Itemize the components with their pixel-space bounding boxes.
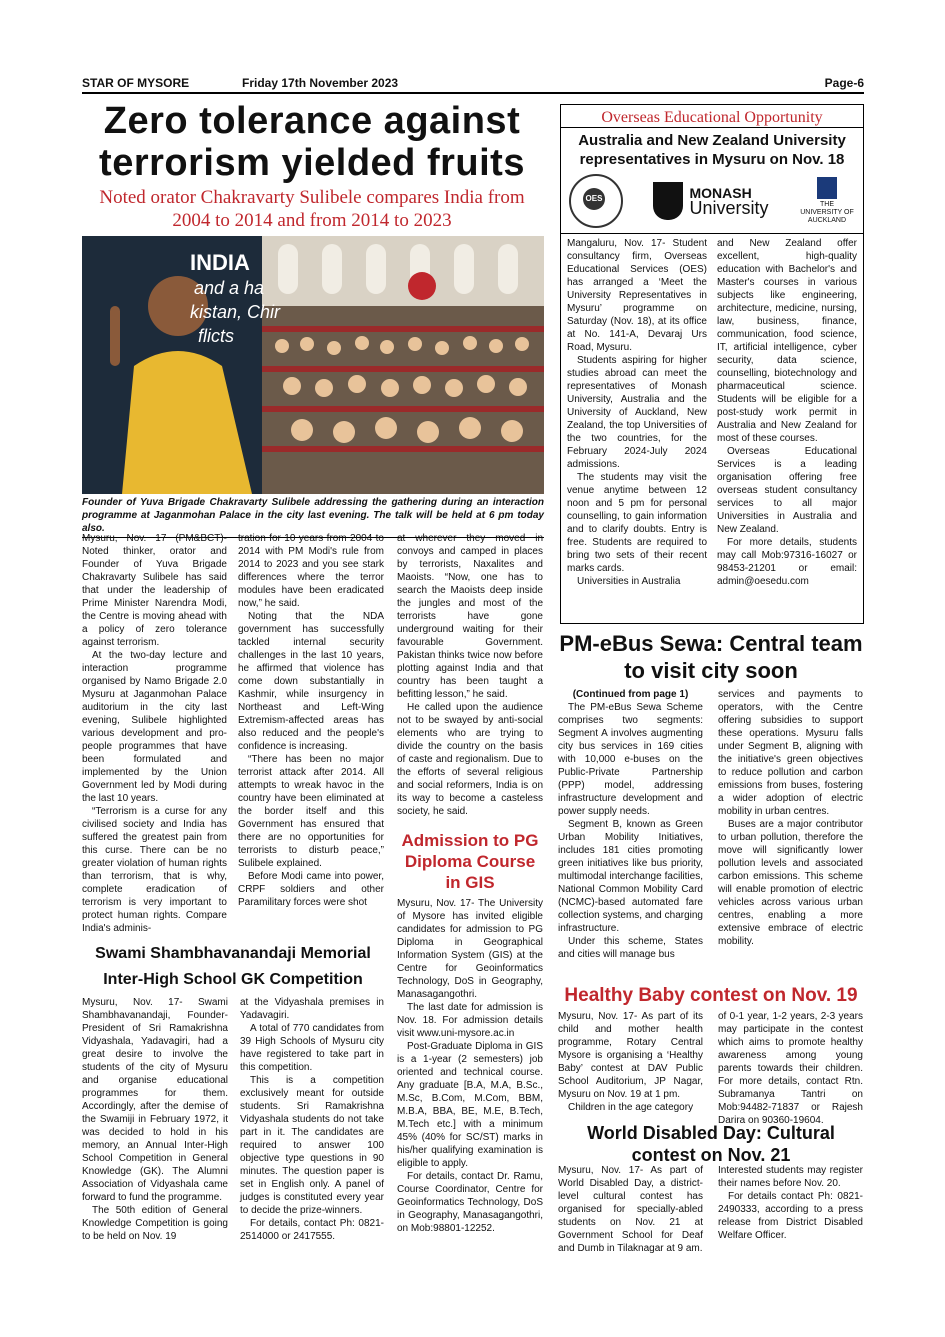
monash-logo-line-1: MONASH bbox=[689, 185, 752, 201]
monash-logo-line-2: University bbox=[689, 198, 769, 218]
lead-paragraph: Mysuru, Nov. 17 (PM&BCT)- Noted thinker, orator and Founder of Yuva Brigade Chakravarty Sulibele has said that under the leadership of Prime Minister Narendra Modi, the Centre is moving ahead with a policy of zero tolerance against terrorism. bbox=[82, 533, 227, 648]
page-number: Page-6 bbox=[824, 76, 864, 90]
gk-paragraph: This is a competition exclusively meant for outside students. Sri Ramakrishna Vidyashala students do not take part in it. The candidates are required to answer 100 objective type questions in 90 minutes. The question paper is set in English only. A panel of judges is constituted every year to decide the prize-winners. bbox=[240, 1075, 384, 1216]
gk-column-2 bbox=[240, 996, 384, 1243]
disabled-paragraph: For details contact Ph: 0821-2490333, according to a press release from District Disabled Welfare Officer. bbox=[718, 1191, 863, 1241]
monash-logo bbox=[653, 182, 768, 220]
disabled-paragraph: Interested students may register their names before Nov. 20. bbox=[718, 1165, 863, 1189]
disabled-column-1 bbox=[558, 1164, 703, 1255]
disabled-paragraph: Mysuru, Nov. 17- As part of World Disabled Day, a district-level cultural contest has organised for specially-abled students on Nov. 21 at Government School for Deaf and Dumb in Tilaknagar at 9 am. bbox=[558, 1165, 703, 1254]
lead-caption: Founder of Yuva Brigade Chakravarty Sulibele addressing the gathering during an interaction programme at Jaganmohan Palace in the city last evening. The talk will be held at 6 pm today also. bbox=[82, 496, 544, 538]
lead-paragraph: Noting that the NDA government has successfully tackled internal security challenges in the last 10 years, he affirmed that violence has come down substantially in Kashmir, while insurgency in Northeast and Left-Wing Extremism-affected areas has also reduced and the people's confidence is increasing. bbox=[238, 611, 384, 752]
ad-divider bbox=[561, 233, 863, 234]
issue-date: Friday 17th November 2023 bbox=[242, 76, 399, 90]
pgd-paragraph: The last date for admission is Nov. 18. For admission details visit www.uni-mysore.ac.in bbox=[397, 1002, 543, 1039]
pgd-body bbox=[397, 897, 543, 1235]
ad-title: Australia and New Zealand University representatives in Mysuru on Nov. 18 bbox=[578, 132, 846, 168]
ebus-paragraph: Under this scheme, States and cities will manage bus bbox=[558, 936, 703, 960]
ad-paragraph: For more details, students may call Mob:97316-16027 or 98453-21201 or email: admin@oesedu.com bbox=[717, 537, 857, 587]
lead-paragraph: At the two-day lecture and interaction programme organised by Namo Brigade 2.0 Mysuru at Jaganmohan Palace auditorium in the city last evening, Sulibele highlighted various development and pro-people programmes that have been formulated and implemented by the Union Government led by Modi during the last 10 years. bbox=[82, 650, 227, 804]
auckland-logo bbox=[799, 177, 855, 225]
baby-paragraph: Children in the age category bbox=[568, 1102, 694, 1113]
ad-logos bbox=[561, 169, 863, 233]
pgd-paragraph: Post-Graduate Diploma in GIS is a 1-year (2 semesters) job oriented and technical course. Any graduate [B.A, M.A, B.Sc., M.Sc, B.Com, M.Com, BBM, M.B.A, BBA, BE, M.E, B.Tech, M.Tech etc.] with a minimum 45% (40% for SC/ST) marks in his/her qualifying examination is eligible to apply. bbox=[397, 1041, 543, 1169]
oes-logo-text: OES bbox=[583, 188, 605, 210]
ad-column-1 bbox=[567, 237, 707, 588]
ebus-continued: (Continued from page 1) bbox=[572, 689, 689, 700]
monash-crest-icon bbox=[653, 182, 683, 220]
lead-paragraph: at wherever they moved in convoys and camped in places by terrorists, Naxalites and Maoists. “Now, one has to search the Maoists deep inside the jungles and most of the terrorists have gone underground waiting for their favourable Government. Pakistan thinks twice now before plotting against India and that country has been taught a befitting lesson,” he said. bbox=[397, 533, 543, 700]
ad-paragraph: and New Zealand offer excellent, high-quality education with Bachelor's and Master's courses in various subjects like engineering, architecture, medicine, nursing, law, business, finance, communication, food science, IT, artificial intelligence, cyber security, data science, counselling, biotechnology and pharmaceutical science. Students will be eligible for a post-study work permit in Australia and New Zealand for most of these courses. bbox=[717, 238, 857, 444]
svg-text:flicts: flicts bbox=[198, 326, 234, 346]
lead-paragraph: “There has been no major terrorist attack after 2014. All attempts to wreak havoc in the country have been eliminated at the border itself and this Government has ensured that there are no opportunities for terrorists to disturb peace,” Sulibele explained. bbox=[238, 754, 384, 869]
ebus-column-2 bbox=[718, 688, 863, 948]
ad-paragraph: Overseas Educational Services is a leading organisation offering free overseas student consultancy services to all major Universities in Australia and New Zealand. bbox=[717, 446, 857, 535]
lead-column-2 bbox=[238, 532, 384, 909]
pgd-paragraph: Mysuru, Nov. 17- The University of Mysore has invited eligible candidates for admission to PG Diploma in Geographical Information System (GIS) at the Centre for Geoinformatics Technology, DoS in Geography, Manasagangothri. bbox=[397, 898, 543, 1000]
svg-text:kistan, Chir: kistan, Chir bbox=[190, 302, 281, 322]
auckland-logo-text: THE UNIVERSITY OF AUCKLAND bbox=[800, 201, 854, 224]
ad-paragraph: Students aspiring for higher studies abroad can meet the representatives of Monash University, Australia and the University of Auckland, New Zealand, the top Universities of the two countries, for the February 2024-July 2024 admissions. bbox=[567, 355, 707, 470]
ad-paragraph: Mangaluru, Nov. 17- Student consultancy firm, Overseas Educational Services (OES) has arranged a ‘Meet the University Representatives in Mysuru’ programme on Saturday (Nov. 18), at its office at No. 141-A, Devaraj Urs Road, Mysuru. bbox=[567, 238, 707, 353]
gk-column-1 bbox=[82, 996, 228, 1243]
oes-advertisement bbox=[560, 104, 864, 624]
lead-paragraph: He called upon the audience not to be swayed by anti-social elements who are trying to divide the country on the basis of caste and regionalism. Due to the efforts of several religious and social reformers, India is on its way to become a casteless society, he said. bbox=[397, 702, 543, 817]
lead-photo-illustration bbox=[82, 236, 544, 494]
lead-headline: Zero tolerance against terrorism yielded fruits bbox=[99, 100, 525, 184]
ad-divider bbox=[561, 127, 863, 128]
baby-column-1 bbox=[558, 1010, 703, 1114]
ebus-headline: PM-eBus Sewa: Central team to visit city soon bbox=[559, 631, 863, 683]
disabled-headline: World Disabled Day: Cultural contest on Nov. 21 bbox=[587, 1123, 835, 1165]
gk-headline-line-2: Inter-High School GK Competition bbox=[103, 971, 363, 988]
oes-logo bbox=[569, 174, 623, 228]
ebus-paragraph: Buses are a major contributor to urban pollution, therefore the move will significantly lower pollution levels and associated carbon emissions. This scheme will enable promotion of electric vehicles across various urban centres, enabling a more extensive embrace of electric mobility. bbox=[718, 819, 863, 947]
pgd-paragraph: For details, contact Dr. Ramu, Course Coordinator, Centre for Geoinformatics Technology, DoS in Geography, Manasagangothri, on Mob:98801-12252. bbox=[397, 1171, 543, 1234]
gk-paragraph: at the Vidyashala premises in Yadavagiri. bbox=[240, 997, 384, 1021]
gk-headline-line-1: Swami Shambhavanandaji Memorial bbox=[95, 945, 371, 962]
lead-paragraph: Before Modi came into power, CRPF soldiers and other Paramilitary forces were shot bbox=[238, 871, 384, 908]
ebus-paragraph: Segment B, known as Green Urban Mobility Initiatives, includes 181 cities promoting green initiatives like bus priority, multimodal interchange facilities, National Common Mobility Card (NCMC)-based automated fare collection systems, and charging infrastructure. bbox=[558, 819, 703, 934]
svg-text:and a ha: and a ha bbox=[194, 278, 265, 298]
gk-paragraph: The 50th edition of General Knowledge Competition is going to be held on Nov. 19 bbox=[82, 1205, 228, 1242]
ebus-paragraph: The PM-eBus Sewa Scheme comprises two segments: Segment A involves augmenting city bus services in 169 cities with 10,000 e-buses on the Public-Private Partnership (PPP) model, addressing infrastructure development and power supply needs. bbox=[558, 702, 703, 817]
paper-name: STAR OF MYSORE bbox=[82, 76, 190, 90]
ebus-column-1 bbox=[558, 688, 703, 961]
pgd-headline: Admission to PG Diploma Course in GIS bbox=[401, 831, 539, 892]
gk-paragraph: Mysuru, Nov. 17- Swami Shambhavanandaji, Founder-President of Sri Ramakrishna Vidyashala, Yadavagiri, had a great desire to involve the students of the city of Mysuru and organise educational programmes for them. Accordingly, after the demise of the Swamiji in February 1972, it was decided to hold in his memory, an Annual Inter-High School Competition in General Knowledge (GK). The Alumni Association of Vidyashala came forward to fund the programme. bbox=[82, 997, 228, 1203]
disabled-column-2 bbox=[718, 1164, 863, 1242]
ebus-paragraph: services and payments to operators, with the Centre offering subsidies to support these operations. Mysuru falls under Segment B, aligning with the initiative's green objectives to reduce pollution and carbon emissions from buses, fostering a wider adoption of electric mobility in urban centres. bbox=[718, 689, 863, 817]
lead-paragraph: “Terrorism is a curse for any civilised society and India has suffered the greatest pain from this curse. There can be no greater violation of human rights than terrorism, that is why, complete eradication of terrorism is very important to protect human rights. Compare India's adminis- bbox=[82, 806, 227, 934]
ad-column-2 bbox=[717, 237, 857, 588]
gk-paragraph: For details, contact Ph: 0821-2514000 or 2417555. bbox=[240, 1218, 384, 1242]
baby-headline: Healthy Baby contest on Nov. 19 bbox=[564, 985, 858, 1006]
masthead bbox=[82, 76, 864, 92]
baby-paragraph: of 0-1 year, 1-2 years, 2-3 years may participate in the contest which aims to promote healthy awareness among young parents towards their children. For more details, contact Rtn. Subramanya Tantri on Mob:94482-71837 or Rajesh Darira on 90360-19604. bbox=[718, 1011, 863, 1126]
lead-paragraph: tration for 10 years from 2004 to 2014 with PM Modi's rule from 2014 to 2023 and you see stark differences where the terror modules have been eradicated now,” he said. bbox=[238, 533, 384, 609]
lead-column-3 bbox=[397, 532, 543, 818]
lead-photo bbox=[82, 236, 544, 494]
baby-column-2 bbox=[718, 1010, 863, 1127]
ad-paragraph: Universities in Australia bbox=[577, 576, 681, 587]
ad-kicker: Overseas Educational Opportunity bbox=[601, 109, 823, 126]
auckland-shield-icon bbox=[817, 177, 837, 199]
lead-column-1 bbox=[82, 532, 227, 935]
gk-paragraph: A total of 770 candidates from 39 High Schools of Mysuru city have registered to take part in this competition. bbox=[240, 1023, 384, 1073]
masthead-rule bbox=[82, 92, 864, 94]
baby-paragraph: Mysuru, Nov. 17- As part of its child and mother health programme, Rotary Central Mysore is organising a ‘Healthy Baby’ contest at DAV Public School Auditorium, JP Nagar, Mysuru on Nov. 19 at 1 pm. bbox=[558, 1011, 703, 1100]
lead-subhead: Noted orator Chakravarty Sulibele compares India from 2004 to 2014 and from 2014 to 2023 bbox=[99, 187, 525, 231]
ad-paragraph: The students may visit the venue anytime between 12 noon and 5 pm for personal counselling, to gain information and to clarify doubts. Entry is free. Students are required to bring two sets of their recent marks cards. bbox=[567, 472, 707, 574]
svg-text:INDIA: INDIA bbox=[190, 250, 250, 275]
